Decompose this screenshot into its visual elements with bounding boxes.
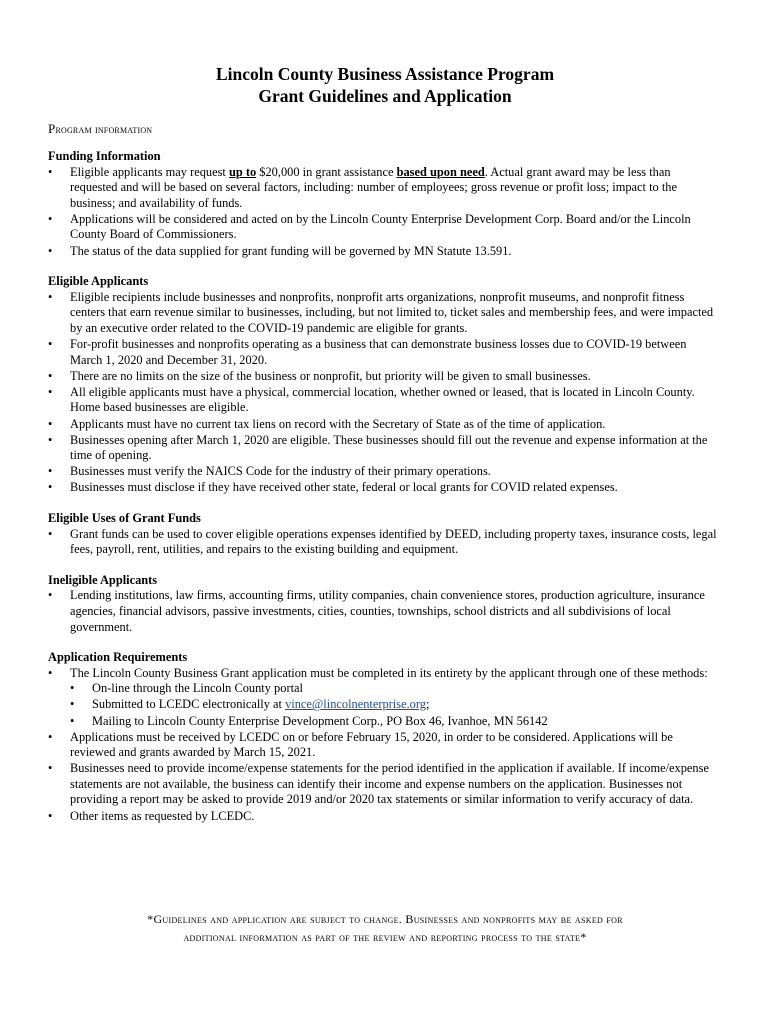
eligible-list [48, 290, 718, 496]
requirements-section [48, 650, 718, 824]
text: $20,000 in grant assistance [256, 164, 397, 179]
list-item: • Lending institutions, law firms, accounting firms, utility companies, chain convenience stores, production agriculture, insurance agencies, financial advisors, passive investments, cities, counties, townships, school districts and all subdivisions of local government. [48, 588, 718, 635]
requirements-heading: Application Requirements [48, 650, 188, 665]
eligible-heading: Eligible Applicants [48, 274, 149, 289]
list-item: • Businesses opening after March 1, 2020 are eligible. These businesses should fill out the revenue and expense information at the time of opening. [48, 433, 718, 464]
text: Eligible applicants may request [70, 164, 229, 179]
funding-heading: Funding Information [48, 149, 161, 163]
text: ; [425, 697, 430, 712]
eligible-section [48, 274, 718, 496]
document-title: Lincoln County Business Assistance Program [215, 64, 555, 84]
list-item: • All eligible applicants must have a physical, commercial location, whether owned or leased, that is located in Lincoln County. Home based businesses are eligible. [48, 385, 718, 416]
text: . Actual grant award may be less than requested and will be based on several factors, including: number of employees; gross revenue or profit loss; impact to the business; and availability of funds. [70, 164, 677, 210]
email-link[interactable]: vince@lincolnenterprise.org [285, 697, 426, 712]
list-item: • On-line through the Lincoln County portal [70, 681, 718, 697]
list-item [70, 697, 718, 713]
disclaimer-footer [40, 910, 730, 946]
list-item: • Applications will be considered and acted on by the Lincoln County Enterprise Development Corp. Board and/or the Lincoln County Board of Commissioners. [48, 212, 718, 243]
text: Submitted to LCEDC electronically at [92, 697, 286, 712]
uses-heading: Eligible Uses of Grant Funds [48, 510, 201, 525]
footer-line-2: additional information as part of the review and reporting process to the state* [183, 930, 587, 944]
uses-section [48, 511, 718, 558]
ineligible-heading: Ineligible Applicants [48, 572, 158, 587]
list-item: • Businesses need to provide income/expense statements for the period identified in the application if available. If income/expense statements are not available, the business can identify their income and expense numbers on the application. Businesses not providing a report may be asked to provide 2019 and/or 2020 tax statements or similar information to verify accuracy of data. [48, 761, 718, 808]
document-body [48, 149, 718, 839]
funding-section [48, 149, 718, 259]
document-subtitle: Grant Guidelines and Application [258, 86, 512, 106]
footer-line-1: *Guidelines and application are subject to change. Businesses and nonprofits may be asked for [147, 912, 623, 926]
program-info-heading: Program information [48, 121, 153, 136]
list-item: • Eligible recipients include businesses and nonprofits, nonprofit arts organizations, nonprofit museums, and nonprofit fitness centers that earn revenue similar to businesses, including, but not limited to, ticket sales and membership fees, and were impacted by an executive order related to the COVID-19 pandemic are eligible for grants. [48, 290, 718, 337]
ineligible-list [48, 588, 718, 635]
list-item: • For-profit businesses and nonprofits operating as a business that can demonstrate business losses due to COVID-19 between March 1, 2020 and December 31, 2020. [48, 337, 718, 368]
list-item: • Grant funds can be used to cover eligible operations expenses identified by DEED, including property taxes, insurance costs, legal fees, payroll, rent, utilities, and repairs to the existing building and equipment. [48, 527, 718, 558]
list-item: • Mailing to Lincoln County Enterprise Development Corp., PO Box 46, Ivanhoe, MN 56142 [70, 714, 718, 730]
funding-list [48, 165, 718, 260]
list-item: • Applications must be received by LCEDC on or before February 15, 2020, in order to be considered. Applications will be reviewed and grants awarded by March 15, 2021. [48, 730, 718, 761]
text: The Lincoln County Business Grant application must be completed in its entirety by the applicant through one of these methods: [70, 665, 708, 680]
list-item: • The status of the data supplied for grant funding will be governed by MN Statute 13.591. [48, 244, 718, 260]
ineligible-section [48, 573, 718, 635]
list-item [48, 666, 718, 729]
list-item: • Applicants must have no current tax liens on record with the Secretary of State as of the time of application. [48, 417, 718, 433]
emphasis-up-to: up to [228, 164, 257, 179]
submission-methods-list [70, 681, 718, 729]
list-item: • There are no limits on the size of the business or nonprofit, but priority will be given to small businesses. [48, 369, 718, 385]
emphasis-based-upon-need: based upon need [396, 164, 485, 179]
list-item: • Other items as requested by LCEDC. [48, 809, 718, 825]
list-item [48, 165, 718, 212]
requirements-list [48, 666, 718, 824]
uses-list [48, 527, 718, 558]
list-item: • Businesses must disclose if they have received other state, federal or local grants for COVID related expenses. [48, 480, 718, 496]
list-item: • Businesses must verify the NAICS Code for the industry of their primary operations. [48, 464, 718, 480]
